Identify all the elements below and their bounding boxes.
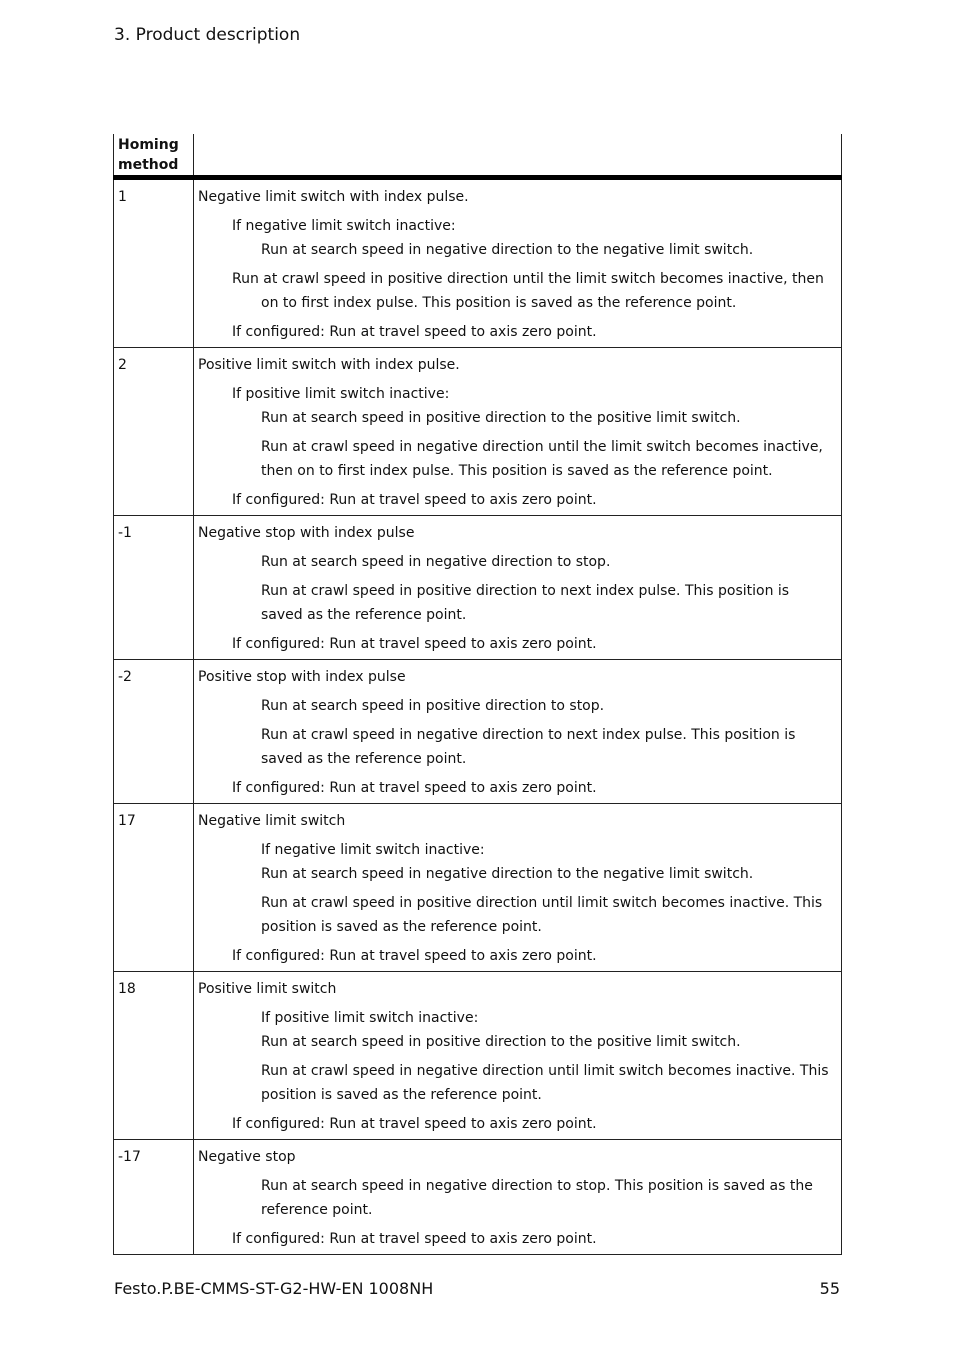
table-row: [114, 804, 842, 972]
method-title: Positive limit switch with index pulse.: [198, 357, 460, 373]
method-step: If negative limit switch inactive:: [261, 842, 485, 858]
method-title: Positive stop with index pulse: [198, 669, 406, 685]
column-header-description: [194, 134, 842, 178]
method-step: Run at crawl speed in negative direction until limit switch becomes inactive. This position is saved as the reference point.: [261, 1063, 829, 1103]
table-row: [114, 178, 842, 348]
method-step: If configured: Run at travel speed to axis zero point.: [232, 492, 597, 508]
method-title: Positive limit switch: [198, 981, 337, 997]
footer-document-id: Festo.P.BE-CMMS-ST-G2-HW-EN 1008NH: [114, 1279, 434, 1298]
method-title: Negative limit switch: [198, 813, 346, 829]
homing-method-number: -17: [114, 1140, 194, 1255]
method-step: Run at search speed in negative direction to the negative limit switch.: [261, 866, 754, 882]
table-header-row: [114, 134, 842, 178]
homing-method-description: [194, 1140, 842, 1255]
method-step: If configured: Run at travel speed to axis zero point.: [232, 1116, 597, 1132]
method-title: Negative stop with index pulse: [198, 525, 415, 541]
homing-method-number: -1: [114, 516, 194, 660]
homing-method-number: 2: [114, 348, 194, 516]
column-header-homing-method: Homing method: [114, 134, 194, 178]
method-step: Run at search speed in positive direction to the positive limit switch.: [261, 1034, 741, 1050]
table-row: [114, 348, 842, 516]
table-row: [114, 1140, 842, 1255]
homing-method-number: 1: [114, 178, 194, 348]
method-step: Run at crawl speed in positive direction to next index pulse. This position is saved as the reference point.: [261, 583, 790, 623]
table-row: [114, 660, 842, 804]
method-step: Run at crawl speed in negative direction until the limit switch becomes inactive, then on to first index pulse. This position is saved as the reference point.: [261, 439, 823, 479]
method-step: If positive limit switch inactive:: [232, 386, 450, 402]
homing-methods-table: [113, 134, 842, 1255]
method-step: Run at search speed in negative direction to stop. This position is saved as the reference point.: [261, 1178, 813, 1218]
method-step: If negative limit switch inactive:: [232, 218, 456, 234]
method-step: Run at crawl speed in negative direction to next index pulse. This position is saved as the reference point.: [261, 727, 796, 767]
method-step: If configured: Run at travel speed to axis zero point.: [232, 636, 597, 652]
homing-method-description: [194, 178, 842, 348]
homing-method-number: 17: [114, 804, 194, 972]
table-row: [114, 972, 842, 1140]
table-row: [114, 516, 842, 660]
method-title: Negative stop: [198, 1149, 296, 1165]
homing-method-description: [194, 516, 842, 660]
homing-method-number: -2: [114, 660, 194, 804]
method-step: If configured: Run at travel speed to axis zero point.: [232, 780, 597, 796]
table-body: [114, 178, 842, 1255]
table-header: [114, 134, 842, 178]
homing-method-description: [194, 804, 842, 972]
method-step: Run at search speed in negative direction to stop.: [261, 554, 611, 570]
method-step: Run at search speed in positive direction to stop.: [261, 698, 605, 714]
homing-method-description: [194, 348, 842, 516]
method-step: Run at search speed in positive direction to the positive limit switch.: [261, 410, 741, 426]
method-step: Run at search speed in negative direction to the negative limit switch.: [261, 242, 754, 258]
homing-method-description: [194, 660, 842, 804]
method-step: Run at crawl speed in positive direction until limit switch becomes inactive. This position is saved as the reference point.: [261, 895, 823, 935]
footer-page-number: 55: [819, 1279, 840, 1298]
homing-method-number: 18: [114, 972, 194, 1140]
section-heading: 3. Product description: [114, 25, 301, 45]
method-title: Negative limit switch with index pulse.: [198, 189, 469, 205]
method-step: If configured: Run at travel speed to axis zero point.: [232, 324, 597, 340]
method-step: If configured: Run at travel speed to axis zero point.: [232, 1231, 597, 1247]
homing-method-description: [194, 972, 842, 1140]
method-step: If positive limit switch inactive:: [261, 1010, 479, 1026]
method-step: Run at crawl speed in positive direction until the limit switch becomes inactive, then on to first index pulse. This position is saved as the reference point.: [232, 271, 824, 311]
method-step: If configured: Run at travel speed to axis zero point.: [232, 948, 597, 964]
